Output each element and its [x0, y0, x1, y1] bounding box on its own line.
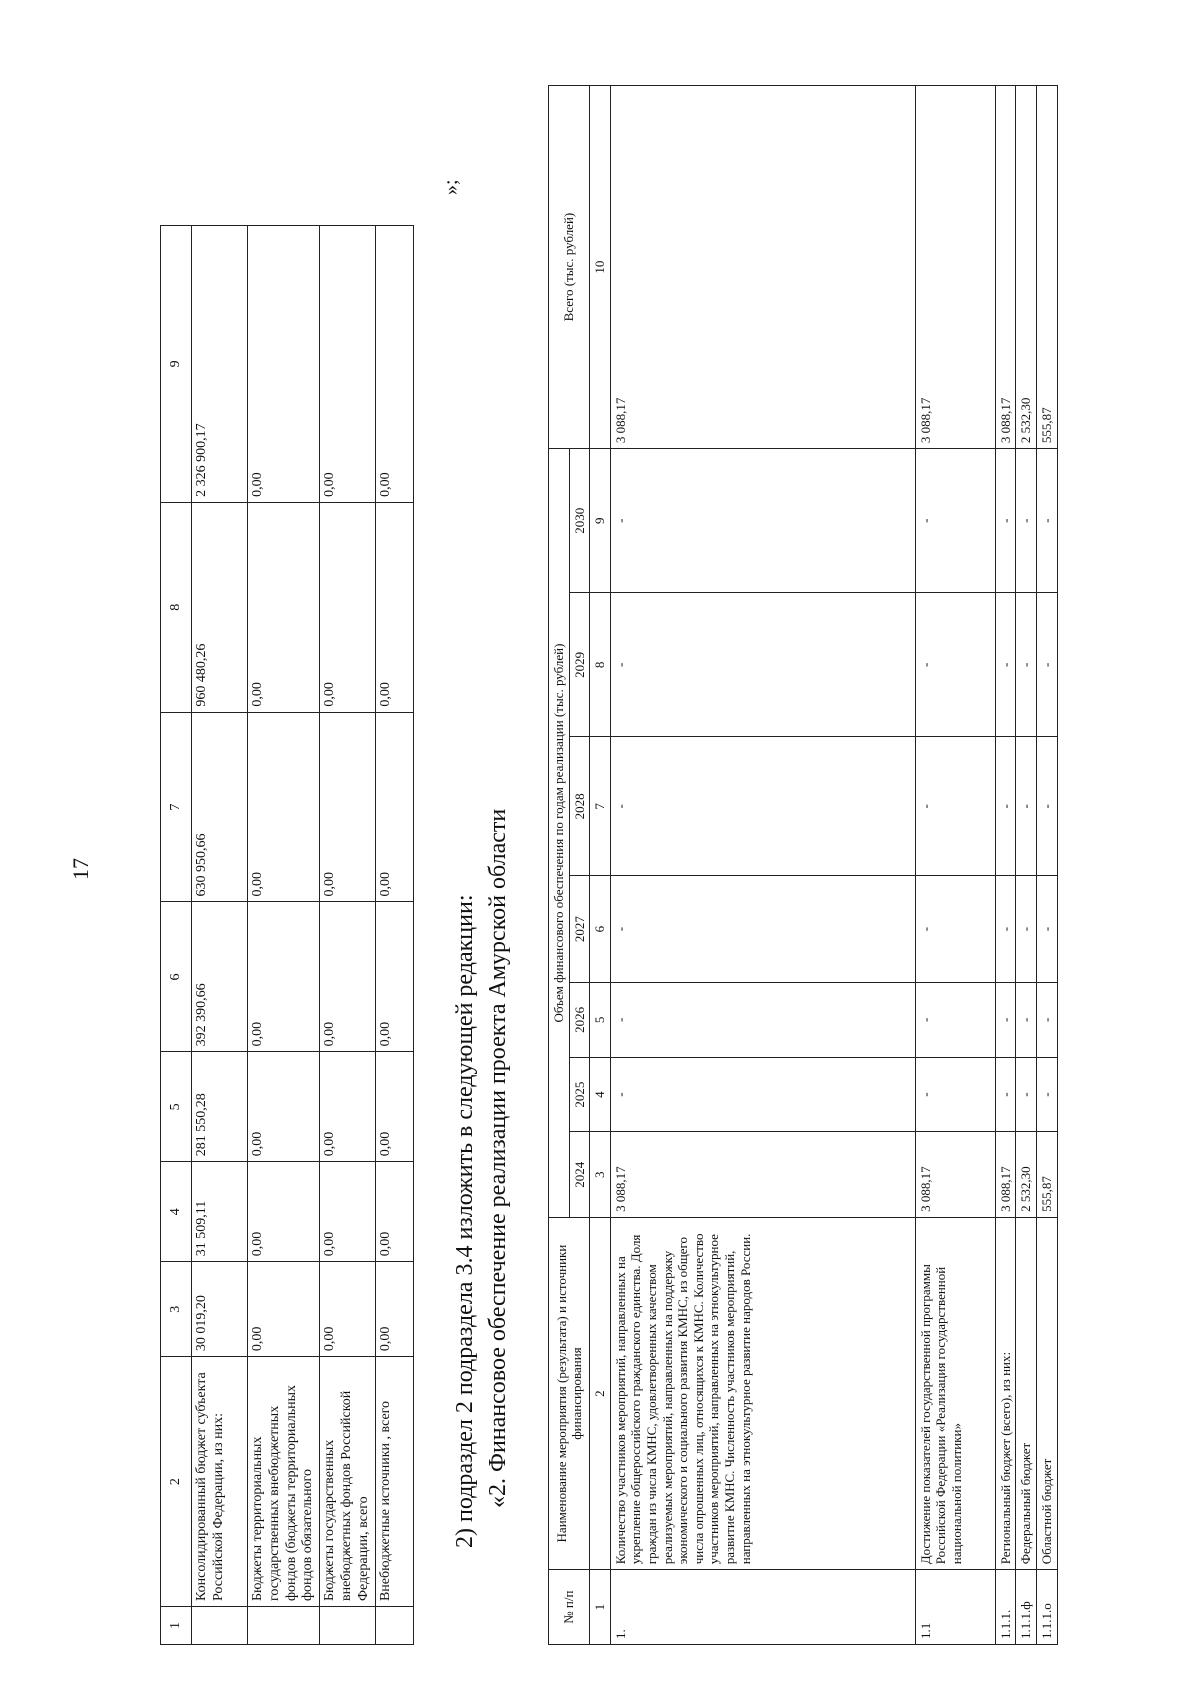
column-number-row [590, 86, 611, 1645]
row-name: Бюджеты государственных внебюджетных фондов Российской Федерации, всего [320, 1357, 375, 1607]
col-number: 7 [590, 737, 611, 876]
row-number [375, 1607, 413, 1645]
cell-value: - [1036, 983, 1057, 1058]
amendment-instruction: 2) подраздел 2 подраздела 3.4 изложить в следующей редакции: [452, 894, 478, 1548]
col-number: 1 [161, 1607, 192, 1645]
year-header: 2028 [569, 737, 590, 876]
cell-value: - [1016, 593, 1037, 737]
table-row [248, 226, 320, 1645]
header-volume: Объем финансового обеспечения по годам реализации (тыс. рублей) [549, 449, 570, 1218]
cell-value: - [1016, 876, 1037, 983]
cell-value: - [915, 449, 995, 593]
header-number: № п/п [549, 1570, 590, 1645]
col-number: 10 [590, 86, 611, 449]
header-total: Всего (тыс. рублей) [549, 86, 590, 449]
col-number: 6 [161, 902, 192, 1052]
financing-table [548, 85, 1058, 1645]
cell-total: 3 088,17 [995, 86, 1016, 449]
cell-value: 30 019,20 [192, 1262, 248, 1357]
cell-value: - [1036, 737, 1057, 876]
cell-value: 0,00 [248, 1162, 320, 1262]
cell-value: 0,00 [248, 226, 320, 503]
row-name: Областной бюджет [1036, 1217, 1057, 1569]
cell-value: 960 480,26 [192, 502, 248, 712]
cell-value: - [995, 1057, 1016, 1132]
col-number: 4 [161, 1162, 192, 1262]
row-number [192, 1607, 248, 1645]
cell-value: - [915, 737, 995, 876]
cell-value: - [915, 1057, 995, 1132]
summary-header-row [161, 226, 192, 1645]
row-name: Достижение показателей государственной программы Российской Федерации «Реализация государственной национальной политики» [915, 1217, 995, 1569]
closing-quote-mark: »; [440, 179, 462, 195]
table-row [192, 226, 248, 1645]
cell-value: - [995, 876, 1016, 983]
col-number: 3 [590, 1132, 611, 1217]
cell-total: 3 088,17 [610, 86, 915, 449]
cell-value: - [915, 983, 995, 1058]
cell-value: 0,00 [375, 226, 413, 503]
col-number: 5 [161, 1052, 192, 1162]
year-header: 2026 [569, 983, 590, 1058]
cell-value: 0,00 [375, 902, 413, 1052]
cell-value: - [1036, 876, 1057, 983]
cell-value: 281 550,28 [192, 1052, 248, 1162]
col-number: 1 [590, 1570, 611, 1645]
cell-value: - [1016, 449, 1037, 593]
cell-value: 0,00 [248, 1262, 320, 1357]
page-number: 17 [68, 858, 93, 880]
cell-total: 555,87 [1036, 86, 1057, 449]
row-name: Количество участников мероприятий, направленных на укрепление общероссийского гражданского единства. Доля граждан из числа КМНС, удовлетворенных качеством реализуемых мероприятий, направленных на поддержку экономического и социального развития КМНС, из общего числа опрошенных лиц, относящихся к КМНС. Количество участников мероприятий, направленных на этнокультурное развитие КМНС. Численность участников мероприятий, направленных на этнокультурное развитие народов России. [610, 1217, 915, 1569]
cell-value: 0,00 [248, 902, 320, 1052]
section-title: «2. Финансовое обеспечение реализации проекта Амурской области [485, 808, 511, 1508]
row-name: Консолидированный бюджет субъекта Российской Федерации, из них: [192, 1357, 248, 1607]
cell-value: 0,00 [320, 712, 375, 902]
cell-value: - [610, 983, 915, 1058]
year-header: 2030 [569, 449, 590, 593]
table-row [1036, 86, 1057, 1645]
cell-value: 3 088,17 [995, 1132, 1016, 1217]
col-number: 2 [161, 1357, 192, 1607]
cell-total: 2 532,30 [1016, 86, 1037, 449]
year-header: 2027 [569, 876, 590, 983]
row-number: 1.1.1. [995, 1570, 1016, 1645]
cell-value: 3 088,17 [610, 1132, 915, 1217]
table-row [320, 226, 375, 1645]
table-row [995, 86, 1016, 1645]
col-number: 3 [161, 1262, 192, 1357]
year-header: 2025 [569, 1057, 590, 1132]
row-name: Федеральный бюджет [1016, 1217, 1037, 1569]
cell-value: - [995, 737, 1016, 876]
row-number [248, 1607, 320, 1645]
cell-value: 555,87 [1036, 1132, 1057, 1217]
cell-value: 0,00 [375, 1162, 413, 1262]
cell-value: 0,00 [320, 1052, 375, 1162]
cell-value: 0,00 [375, 712, 413, 902]
col-number: 7 [161, 712, 192, 902]
cell-value: - [1036, 449, 1057, 593]
cell-value: 0,00 [375, 1052, 413, 1162]
cell-value: 0,00 [248, 712, 320, 902]
cell-value: - [1036, 1057, 1057, 1132]
col-number: 8 [590, 593, 611, 737]
col-number: 6 [590, 876, 611, 983]
col-number: 9 [161, 226, 192, 503]
cell-value: - [995, 593, 1016, 737]
cell-value: 0,00 [248, 502, 320, 712]
cell-value: 31 509,11 [192, 1162, 248, 1262]
row-name: Внебюджетные источники , всего [375, 1357, 413, 1607]
cell-value: - [1016, 737, 1037, 876]
cell-value: - [995, 983, 1016, 1058]
row-name: Бюджеты территориальных государственных внебюджетных фондов (бюджеты территориальных фондов обязательного [248, 1357, 320, 1607]
cell-value: 630 950,66 [192, 712, 248, 902]
cell-value: - [1016, 1057, 1037, 1132]
cell-value: 0,00 [320, 1262, 375, 1357]
cell-value: 392 390,66 [192, 902, 248, 1052]
year-header: 2029 [569, 593, 590, 737]
cell-value: - [1036, 593, 1057, 737]
col-number: 2 [590, 1217, 611, 1569]
cell-value: 3 088,17 [915, 1132, 995, 1217]
cell-value: - [610, 876, 915, 983]
cell-value: - [915, 876, 995, 983]
col-number: 4 [590, 1057, 611, 1132]
cell-value: 0,00 [320, 502, 375, 712]
cell-value: 0,00 [320, 1162, 375, 1262]
row-number: 1.1.1.ф [1016, 1570, 1037, 1645]
table-row [375, 226, 413, 1645]
table-row [1016, 86, 1037, 1645]
year-header: 2024 [569, 1132, 590, 1217]
cell-value: - [1016, 983, 1037, 1058]
header-name: Наименование мероприятия (результата) и источники финансирования [549, 1217, 590, 1569]
col-number: 8 [161, 502, 192, 712]
cell-value: - [610, 1057, 915, 1132]
cell-value: 2 532,30 [1016, 1132, 1037, 1217]
cell-value: 0,00 [375, 502, 413, 712]
table-row [610, 86, 915, 1645]
cell-value: 0,00 [248, 1052, 320, 1162]
col-number: 5 [590, 983, 611, 1058]
header-row [549, 86, 570, 1645]
cell-value: 0,00 [320, 226, 375, 503]
cell-value: - [610, 449, 915, 593]
row-number: 1.1.1.о [1036, 1570, 1057, 1645]
summary-table [160, 225, 414, 1645]
cell-total: 3 088,17 [915, 86, 995, 449]
cell-value: 0,00 [375, 1262, 413, 1357]
row-number: 1. [610, 1570, 915, 1645]
cell-value: 0,00 [320, 902, 375, 1052]
cell-value: - [995, 449, 1016, 593]
cell-value: 2 326 900,17 [192, 226, 248, 503]
row-number: 1.1 [915, 1570, 995, 1645]
cell-value: - [610, 593, 915, 737]
row-number [320, 1607, 375, 1645]
cell-value: - [610, 737, 915, 876]
table-row [915, 86, 995, 1645]
col-number: 9 [590, 449, 611, 593]
cell-value: - [915, 593, 995, 737]
row-name: Региональный бюджет (всего), из них: [995, 1217, 1016, 1569]
